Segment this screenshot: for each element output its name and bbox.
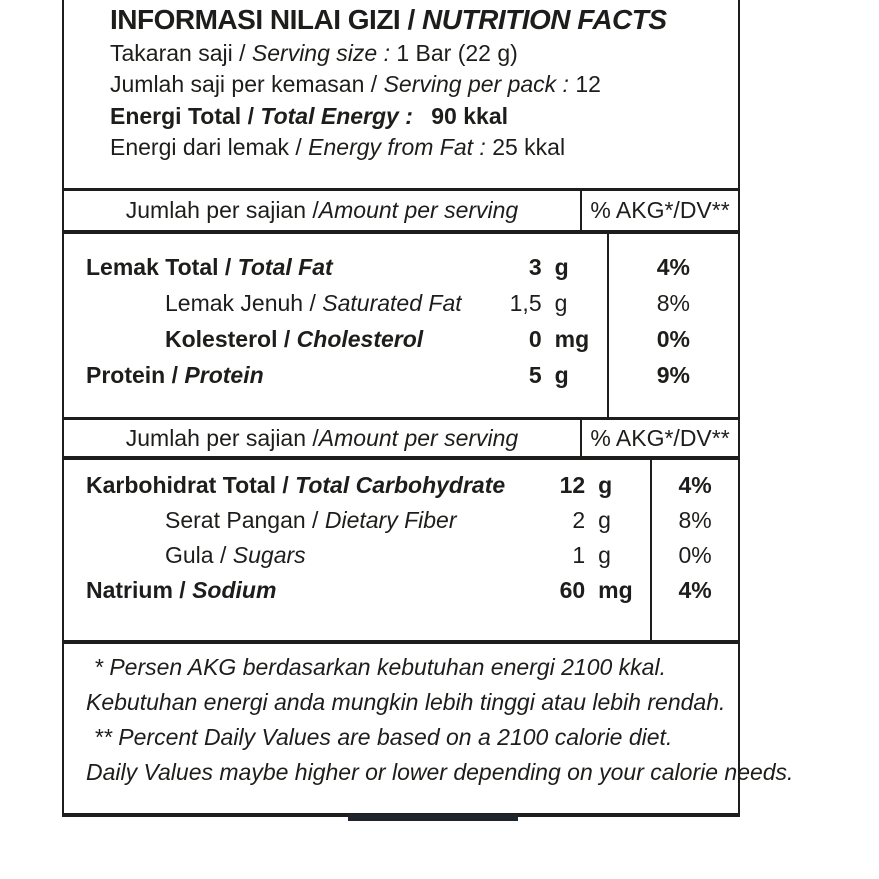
dv-saturated-fat: 8%	[656, 289, 690, 316]
energy-from-fat-id: Energi dari lemak /	[110, 134, 309, 161]
nutrient-rows	[64, 234, 607, 417]
daily-value-header: % AKG*/DV**	[580, 420, 738, 456]
name-en: Saturated Fat	[322, 289, 462, 316]
nutrient-amount: 60	[559, 577, 586, 603]
dv-sugars: 0%	[678, 542, 712, 568]
dv-cholesterol: 0%	[656, 325, 690, 352]
name-en: Cholesterol	[296, 325, 424, 352]
nutrient-amount: 3	[528, 253, 542, 280]
serving-size-id: Takaran saji /	[110, 40, 252, 66]
amount-header-en: Amount per serving	[318, 424, 519, 451]
name-id: Lemak Jenuh /	[165, 289, 323, 316]
bottom-edge-artifact	[348, 814, 518, 821]
label-intro	[64, 0, 738, 188]
energy-from-fat-line	[110, 132, 728, 163]
servings-per-pack-id: Jumlah saji per kemasan /	[110, 71, 384, 98]
nutrient-amount: 1,5	[509, 289, 542, 316]
nutrient-name	[64, 326, 462, 353]
nutrient-unit: mg	[598, 577, 633, 603]
dv-total-fat: 4%	[656, 253, 690, 280]
footnote-dv-2: Daily Values maybe higher or lower depending on your calorie needs.	[86, 759, 794, 785]
daily-value-header: % AKG*/DV**	[580, 191, 738, 230]
amount-header-id: Jumlah per sajian /	[125, 197, 319, 223]
table-row-protein	[64, 357, 607, 393]
nutrient-amount: 12	[559, 472, 586, 498]
total-energy-value: 90 kkal	[431, 102, 509, 129]
name-id: Gula /	[165, 542, 233, 568]
name-id: Protein /	[86, 361, 185, 388]
title-en: NUTRITION FACTS	[422, 4, 667, 35]
table-row-total-fat	[64, 249, 607, 285]
total-energy-id: Energi Total /	[110, 102, 261, 129]
dv-sodium: 4%	[678, 577, 712, 603]
nutrient-name	[64, 290, 462, 317]
dv-protein: 9%	[656, 361, 690, 388]
label-title	[110, 2, 728, 38]
section-fat-protein	[64, 234, 738, 417]
serving-size-line	[110, 38, 728, 69]
nutrition-facts-label	[62, 0, 794, 817]
table-row-saturated-fat	[64, 285, 607, 321]
column-header-2	[64, 417, 738, 460]
table-row-sodium	[64, 573, 650, 608]
nutrient-name	[64, 577, 505, 604]
amount-header-id: Jumlah per sajian /	[125, 424, 319, 451]
serving-size-value: 1 Bar (22 g)	[396, 40, 518, 66]
servings-per-pack-en: Serving per pack :	[383, 71, 576, 98]
column-header-1	[64, 188, 738, 234]
name-id: Natrium /	[86, 577, 193, 603]
nutrient-rows	[64, 460, 650, 640]
daily-value-column	[607, 234, 738, 417]
table-row-cholesterol	[64, 321, 607, 357]
total-energy-line	[110, 101, 728, 132]
serving-size-en: Serving size :	[251, 40, 397, 66]
energy-from-fat-value: 25 kkal	[492, 134, 566, 161]
amount-per-serving-header	[64, 420, 580, 456]
nutrient-unit: g	[554, 289, 568, 316]
name-en: Sugars	[232, 542, 306, 568]
dv-dietary-fiber: 8%	[678, 507, 712, 533]
nutrient-amount: 5	[528, 361, 542, 388]
name-id: Kolesterol /	[165, 325, 297, 352]
nutrient-name	[64, 254, 462, 281]
energy-from-fat-en: Energy from Fat :	[308, 134, 493, 161]
nutrient-unit: g	[598, 542, 611, 568]
name-en: Sodium	[192, 577, 277, 603]
daily-value-column	[650, 460, 738, 640]
nutrient-amount: 1	[572, 542, 586, 568]
title-id: INFORMASI NILAI GIZI /	[110, 4, 423, 35]
nutrient-name	[64, 362, 462, 389]
name-en: Total Fat	[237, 253, 333, 280]
nutrient-unit: g	[598, 472, 613, 498]
table-row-dietary-fiber	[64, 503, 650, 538]
nutrient-unit: g	[554, 253, 569, 280]
table-row-total-carbohydrate	[64, 468, 650, 503]
section-carb-sodium	[64, 460, 738, 640]
nutrient-amount: 2	[572, 507, 586, 533]
name-id: Serat Pangan /	[165, 507, 325, 533]
footnotes	[64, 640, 794, 813]
footnote-dv: ** Percent Daily Values are based on a 2100 calorie diet.	[94, 724, 673, 750]
nutrient-amount: 0	[528, 325, 542, 352]
name-id: Karbohidrat Total /	[86, 472, 296, 498]
nutrient-name	[64, 507, 505, 534]
nutrient-name	[64, 472, 505, 499]
name-en: Dietary Fiber	[324, 507, 457, 533]
nutrient-unit: g	[554, 361, 569, 388]
amount-header-en: Amount per serving	[318, 197, 519, 223]
dv-total-carbohydrate: 4%	[678, 472, 712, 498]
name-en: Total Carbohydrate	[295, 472, 506, 498]
servings-per-pack-value: 12	[575, 71, 601, 98]
nutrient-unit: mg	[554, 325, 590, 352]
name-en: Protein	[184, 361, 264, 388]
nutrient-unit: g	[598, 507, 611, 533]
footnote-akg-2: Kebutuhan energi anda mungkin lebih tinggi atau lebih rendah.	[86, 689, 726, 715]
name-id: Lemak Total /	[86, 253, 238, 280]
total-energy-en: Total Energy :	[260, 102, 420, 129]
footnote-akg: * Persen AKG berdasarkan kebutuhan energi 2100 kkal.	[94, 654, 666, 680]
nutrient-name	[64, 542, 505, 569]
amount-per-serving-header	[64, 191, 580, 230]
servings-per-pack-line	[110, 69, 728, 100]
table-row-sugars	[64, 538, 650, 573]
